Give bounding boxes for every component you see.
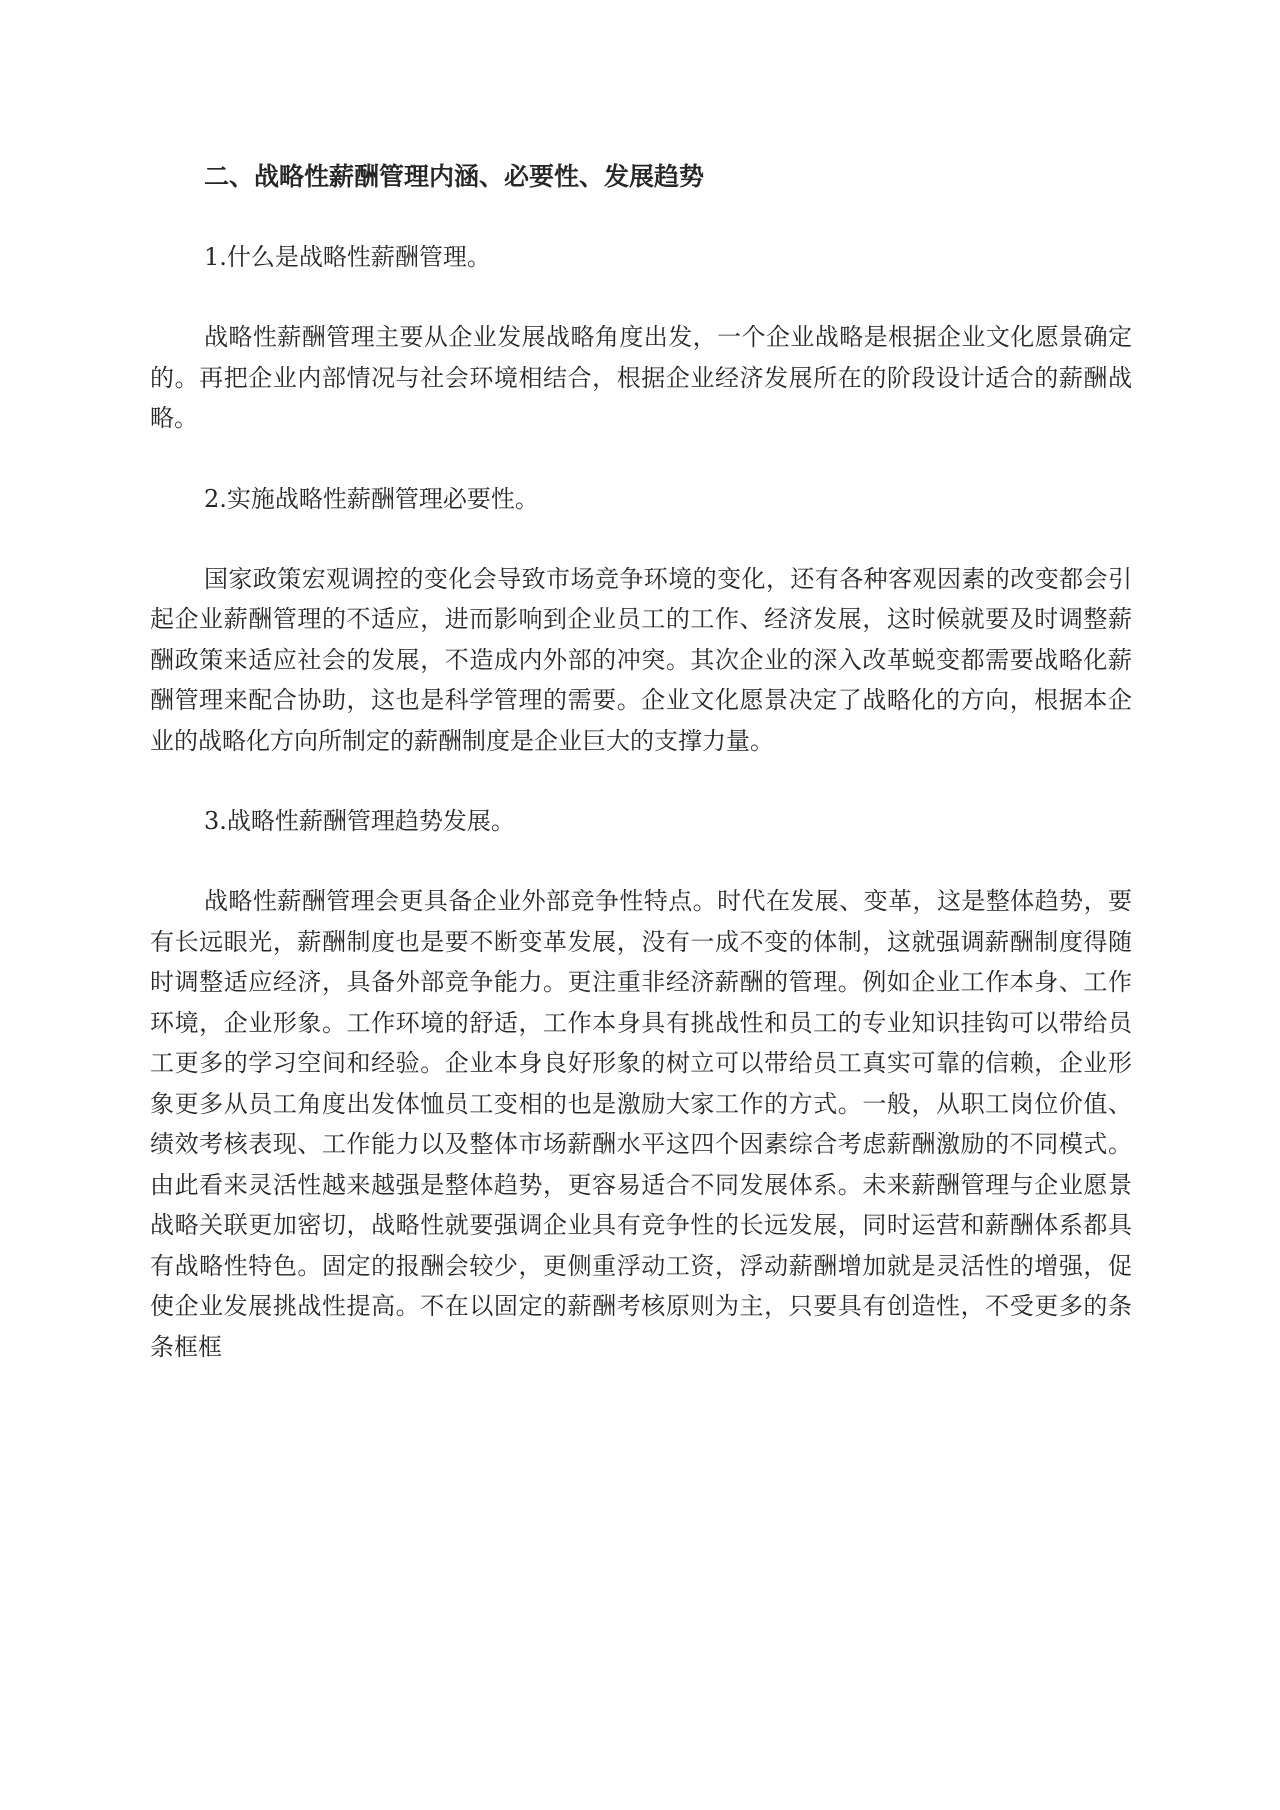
- subsection-heading-3: 3.战略性薪酬管理趋势发展。: [204, 807, 515, 835]
- section-title: 二、战略性薪酬管理内涵、必要性、发展趋势: [204, 162, 705, 191]
- subsection-heading-2: 2.实施战略性薪酬管理必要性。: [204, 484, 539, 513]
- paragraph-1: 战略性薪酬管理主要从企业发展战略角度出发，一个企业战略是根据企业文化愿景确定的。再把企业内部情况与社会环境相结合，根据企业经济发展所在的阶段设计适合的薪酬战略。: [150, 323, 1132, 432]
- subsection-heading-1: 1.什么是战略性薪酬管理。: [204, 243, 491, 271]
- paragraph-3: 战略性薪酬管理会更具备企业外部竞争性特点。时代在发展、变革，这是整体趋势，要有长远眼光，薪酬制度也是要不断变革发展，没有一成不变的体制，这就强调薪酬制度得随时调整适应经济，具备外部竞争能力。更注重非经济薪酬的管理。例如企业工作本身、工作环境，企业形象。工作环境的舒适，工作本身具有挑战性和员工的专业知识挂钩可以带给员工更多的学习空间和经验。企业本身良好形象的树立可以带给员工真实可靠的信赖，企业形象更多从员工角度出发体恤员工变相的也是激励大家工作的方式。一般，从职工岗位价值、绩效考核表现、工作能力以及整体市场薪酬水平这四个因素综合考虑薪酬激励的不同模式。由此看来灵活性越来越强是整体趋势，更容易适合不同发展体系。未来薪酬管理与企业愿景战略关联更加密切，战略性就要强调企业具有竞争性的长远发展，同时运营和薪酬体系都具有战略性特色。固定的报酬会较少，更侧重浮动工资，浮动薪酬增加就是灵活性的增强，促使企业发展挑战性提高。不在以固定的薪酬考核原则为主，只要具有创造性，不受更多的条条框框: [150, 887, 1132, 1361]
- paragraph-2: 国家政策宏观调控的变化会导致市场竞争环境的变化，还有各种客观因素的改变都会引起企业薪酬管理的不适应，进而影响到企业员工的工作、经济发展，这时候就要及时调整薪酬政策来适应社会的发展，不造成内外部的冲突。其次企业的深入改革蜕变都需要战略化薪酬管理来配合协助，这也是科学管理的需要。企业文化愿景决定了战略化的方向，根据本企业的战略化方向所制定的薪酬制度是企业巨大的支撑力量。: [150, 564, 1132, 755]
